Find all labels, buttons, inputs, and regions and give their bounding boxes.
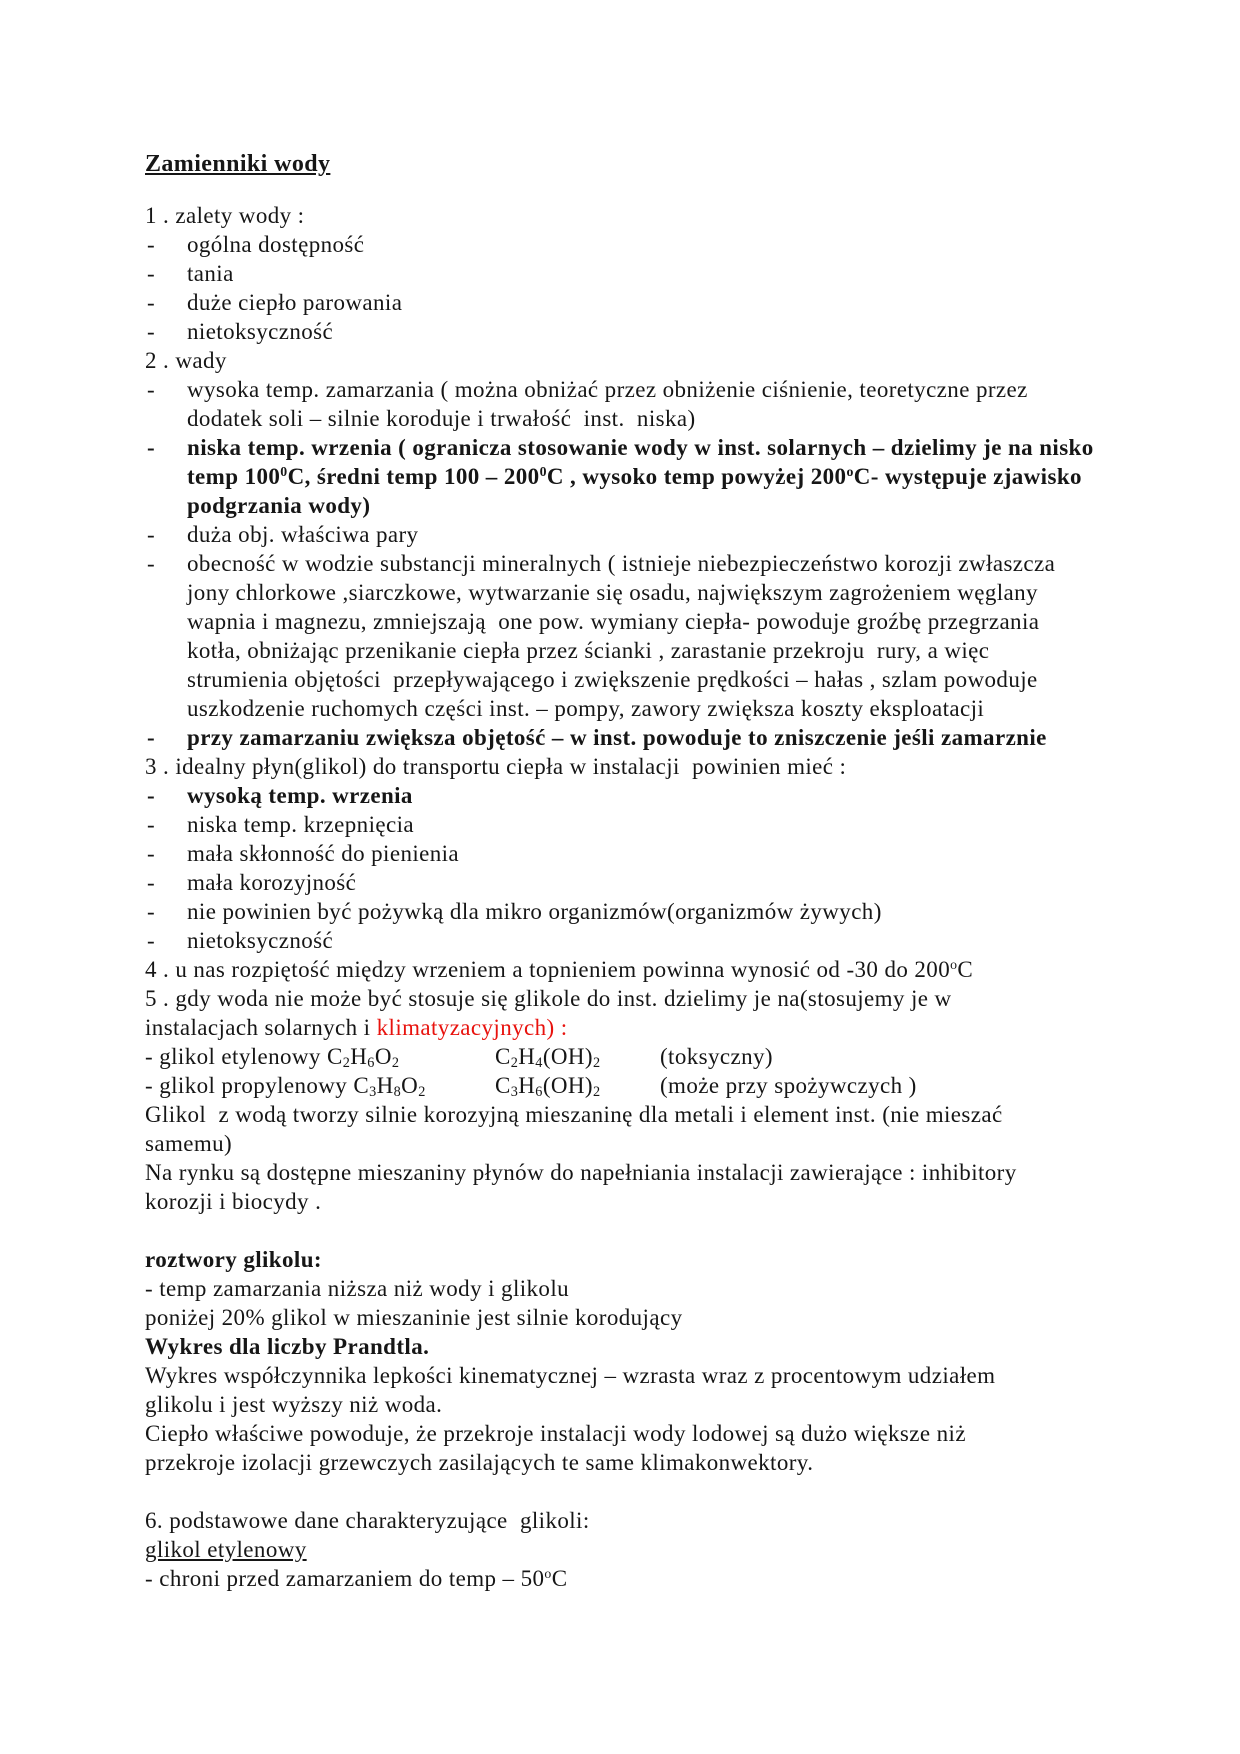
dash-bullet: -	[147, 377, 156, 402]
text-run: mała korozyjność	[187, 870, 357, 895]
dash-bullet: -	[147, 319, 156, 344]
doc-line	[145, 433, 1120, 462]
text-line	[145, 1303, 1120, 1332]
doc-line	[145, 1448, 1120, 1477]
doc-line	[145, 201, 1120, 230]
text-run: jony chlorkowe ,siarczkowe, wytwarzanie się osadu, największym zagrożeniem węglany	[187, 580, 1038, 605]
doc-line	[145, 404, 1120, 433]
doc-line	[145, 955, 1120, 984]
list-item	[145, 781, 1120, 810]
text-run: Ciepło właściwe powoduje, że przekroje instalacji wody lodowej są dużo większe niż	[145, 1421, 966, 1446]
doc-line	[145, 1419, 1120, 1448]
text-run: nie powinien być pożywką dla mikro organizmów(organizmów żywych)	[187, 899, 882, 924]
list-item	[145, 520, 1120, 549]
text-run: wysoka temp. zamarzania ( można obniżać przez obniżenie ciśnienie, teoretyczne przez	[187, 377, 1028, 402]
text-run: C , wysoko temp powyżej 200	[546, 464, 847, 489]
dash-bullet: -	[147, 261, 156, 286]
text-run: 2	[592, 1083, 601, 1100]
doc-line	[145, 1274, 1120, 1303]
text-run: 2	[418, 1083, 426, 1100]
text-run: C	[495, 1044, 511, 1069]
text-run: - glikol etylenowy C	[145, 1044, 343, 1069]
text-run: o	[544, 1566, 552, 1582]
doc-line	[145, 1100, 1120, 1129]
text-run: dodatek soli – silnie koroduje i trwałość inst. niska)	[187, 406, 696, 431]
text-run: - glikol propylenowy C	[145, 1073, 370, 1098]
text-run: nietoksyczność	[187, 928, 334, 953]
list-item	[145, 230, 1120, 259]
list-item	[145, 288, 1120, 317]
text-run: Glikol z wodą tworzy silnie korozyjną mieszaninę dla metali i element inst. (nie mieszać	[145, 1102, 1003, 1127]
doc-line	[145, 375, 1120, 404]
text-run: 2	[510, 1054, 519, 1071]
text-run: 1 . zalety wody :	[145, 203, 305, 228]
doc-line	[145, 1158, 1120, 1187]
text-run: 5 . gdy woda nie może być stosuje się glikole do inst. dzielimy je na(stosujemy je w	[145, 986, 952, 1011]
text-run: glikol etylenowy	[145, 1537, 307, 1562]
text-run: C, średni temp 100 – 200	[287, 464, 540, 489]
doc-line	[145, 810, 1120, 839]
list-item	[145, 259, 1120, 288]
list-item	[145, 723, 1120, 752]
doc-line	[145, 1303, 1120, 1332]
doc-line	[145, 752, 1120, 781]
text-run: kotła, obniżając przenikanie ciepła przez ścianki , zarastanie przekroju rury, a więc	[187, 638, 990, 663]
dash-bullet: -	[147, 783, 156, 808]
text-run: ogólna dostępność	[187, 232, 365, 257]
text-run: (OH)	[542, 1073, 593, 1098]
text-run: 0	[539, 464, 547, 480]
text-line	[145, 346, 1120, 375]
text-run: duże ciepło parowania	[187, 290, 403, 315]
text-run: 3 . idealny płyn(glikol) do transportu ciepła w instalacji powinien mieć :	[145, 754, 847, 779]
highlighted-text-run: ) :	[546, 1015, 568, 1040]
dash-bullet: -	[147, 841, 156, 866]
text-run: H	[518, 1073, 536, 1098]
doc-line	[145, 1129, 1120, 1158]
doc-line	[145, 259, 1120, 288]
doc-line	[145, 926, 1120, 955]
text-run: H	[376, 1073, 394, 1098]
list-item	[145, 897, 1120, 926]
text-run: C	[957, 957, 974, 982]
list-item	[145, 868, 1120, 897]
text-run: temp 100	[187, 464, 281, 489]
doc-line	[145, 984, 1120, 1013]
blank-line	[145, 1477, 1120, 1506]
text-line	[145, 1506, 1120, 1535]
text-run: nietoksyczność	[187, 319, 334, 344]
doc-line	[145, 897, 1120, 926]
document-content	[145, 150, 1120, 1593]
formula-cell	[145, 1042, 495, 1071]
text-run: Na rynku są dostępne mieszaniny płynów do napełniania instalacji zawierające : inhibitory	[145, 1160, 1017, 1185]
text-run: 3	[369, 1083, 377, 1100]
doc-line	[145, 1361, 1120, 1390]
text-line	[145, 752, 1120, 781]
page-title	[145, 150, 1120, 179]
doc-line	[145, 665, 1120, 694]
doc-line	[145, 462, 1120, 491]
text-run: 0	[280, 464, 288, 480]
text-run: niska temp. wrzenia ( ogranicza stosowanie wody w inst. solarnych – dzielimy je na nisko	[187, 435, 1094, 460]
text-run: Wykres współczynnika lepkości kinematycznej – wzrasta wraz z procentowym udziałem	[145, 1363, 996, 1388]
text-run: przekroje izolacji grzewczych zasilających te same klimakonwektory.	[145, 1450, 814, 1475]
text-line	[145, 1419, 1120, 1477]
text-run: 3	[510, 1083, 519, 1100]
doc-line	[145, 1332, 1120, 1361]
text-run: o	[950, 957, 958, 973]
doc-line	[145, 723, 1120, 752]
text-run: 2 . wady	[145, 348, 227, 373]
doc-line	[145, 1013, 1120, 1042]
text-run: O	[401, 1073, 419, 1098]
dash-bullet: -	[147, 522, 156, 547]
text-run: niska temp. krzepnięcia	[187, 812, 414, 837]
highlighted-text-run: klimatyzacyjnych	[376, 1015, 547, 1040]
text-run: samemu)	[145, 1131, 233, 1156]
list-item	[145, 317, 1120, 346]
dash-bullet: -	[147, 725, 156, 750]
text-run: H	[518, 1044, 536, 1069]
text-run: 4	[535, 1054, 543, 1071]
doc-line	[145, 636, 1120, 665]
doc-line	[145, 288, 1120, 317]
text-run: C	[495, 1073, 511, 1098]
text-run: (toksyczny)	[660, 1044, 773, 1069]
text-line	[145, 1332, 1120, 1361]
formula-line	[145, 1071, 1120, 1100]
doc-line	[145, 317, 1120, 346]
text-run: O	[374, 1044, 392, 1069]
doc-line	[145, 1042, 1120, 1071]
dash-bullet: -	[147, 232, 156, 257]
doc-line	[145, 1535, 1120, 1564]
doc-line	[145, 150, 1120, 179]
list-item	[145, 433, 1120, 520]
text-run: 6	[535, 1083, 543, 1100]
doc-line	[145, 520, 1120, 549]
text-run: (może przy spożywczych )	[660, 1073, 917, 1098]
text-run: korozji i biocydy .	[145, 1189, 322, 1214]
text-run: poniżej 20% glikol w mieszaninie jest silnie korodujący	[145, 1305, 683, 1330]
doc-line	[145, 549, 1120, 578]
doc-line	[145, 868, 1120, 897]
text-run: Wykres dla liczby Prandtla.	[145, 1334, 430, 1359]
text-run: podgrzania wody)	[187, 493, 371, 518]
text-run: 4 . u nas rozpiętość między wrzeniem a topnieniem powinna wynosić od -30 do 200	[145, 957, 951, 982]
doc-line	[145, 1245, 1120, 1274]
text-run: C- występuje zjawisko	[853, 464, 1082, 489]
text-line	[145, 1158, 1120, 1216]
text-run: uszkodzenie ruchomych części inst. – pompy, zawory zwiększa koszty eksploatacji	[187, 696, 985, 721]
text-run: 2	[342, 1054, 351, 1071]
text-run: 2	[391, 1054, 400, 1071]
doc-line	[145, 1564, 1120, 1593]
text-run: roztwory glikolu:	[145, 1247, 322, 1272]
text-line	[145, 984, 1120, 1042]
text-run: (OH)	[542, 1044, 593, 1069]
text-line	[145, 1274, 1120, 1303]
dash-bullet: -	[147, 435, 156, 460]
text-run: - chroni przed zamarzaniem do temp – 50	[145, 1566, 545, 1591]
text-run: przy zamarzaniu zwiększa objętość – w inst. powoduje to zniszczenie jeśli zamarznie	[187, 725, 1047, 750]
text-run: wysoką temp. wrzenia	[187, 783, 413, 808]
doc-line	[145, 578, 1120, 607]
doc-line	[145, 1071, 1120, 1100]
text-line	[145, 955, 1120, 984]
doc-line	[145, 230, 1120, 259]
text-run: instalacjach solarnych i	[145, 1015, 377, 1040]
blank-line	[145, 1216, 1120, 1245]
text-run: 6	[367, 1054, 375, 1071]
doc-line	[145, 346, 1120, 375]
doc-line	[145, 1506, 1120, 1535]
text-run: strumienia objętości przepływającego i zwiększenie prędkości – hałas , szlam powoduje	[187, 667, 1038, 692]
text-run: Zamienniki wody	[145, 151, 331, 177]
text-run: glikolu i jest wyższy niż woda.	[145, 1392, 443, 1417]
text-run: - temp zamarzania niższa niż wody i glikolu	[145, 1276, 570, 1301]
text-line	[145, 1100, 1120, 1158]
dash-bullet: -	[147, 551, 156, 576]
text-run: 2	[592, 1054, 601, 1071]
text-run: obecność w wodzie substancji mineralnych ( istnieje niebezpieczeństwo korozji zwłaszcza	[187, 551, 1056, 576]
text-line	[145, 1564, 1120, 1593]
text-run: 8	[393, 1083, 402, 1100]
list-item	[145, 375, 1120, 433]
text-run: duża obj. właściwa pary	[187, 522, 419, 547]
formula-cell	[145, 1071, 495, 1100]
doc-line	[145, 607, 1120, 636]
formula-cell	[495, 1071, 660, 1100]
dash-bullet: -	[147, 899, 156, 924]
doc-line	[145, 781, 1120, 810]
list-item	[145, 549, 1120, 723]
dash-bullet: -	[147, 812, 156, 837]
dash-bullet: -	[147, 928, 156, 953]
doc-line	[145, 1390, 1120, 1419]
text-line	[145, 1245, 1120, 1274]
formula-line	[145, 1042, 1120, 1071]
text-run: mała skłonność do pienienia	[187, 841, 460, 866]
text-run: C	[551, 1566, 568, 1591]
formula-cell	[495, 1042, 660, 1071]
dash-bullet: -	[147, 290, 156, 315]
doc-line	[145, 1187, 1120, 1216]
text-run: tania	[187, 261, 234, 286]
text-run: wapnia i magnezu, zmniejszają one pow. wymiany ciepła- powoduje groźbę przegrzania	[187, 609, 1040, 634]
text-line	[145, 201, 1120, 230]
text-run: H	[350, 1044, 368, 1069]
text-line	[145, 1361, 1120, 1419]
dash-bullet: -	[147, 870, 156, 895]
text-run: 6. podstawowe dane charakteryzujące glikoli:	[145, 1508, 590, 1533]
list-item	[145, 926, 1120, 955]
doc-line	[145, 491, 1120, 520]
doc-line	[145, 694, 1120, 723]
text-line	[145, 1535, 1120, 1564]
doc-line	[145, 839, 1120, 868]
text-run: o	[846, 464, 854, 480]
list-item	[145, 810, 1120, 839]
list-item	[145, 839, 1120, 868]
